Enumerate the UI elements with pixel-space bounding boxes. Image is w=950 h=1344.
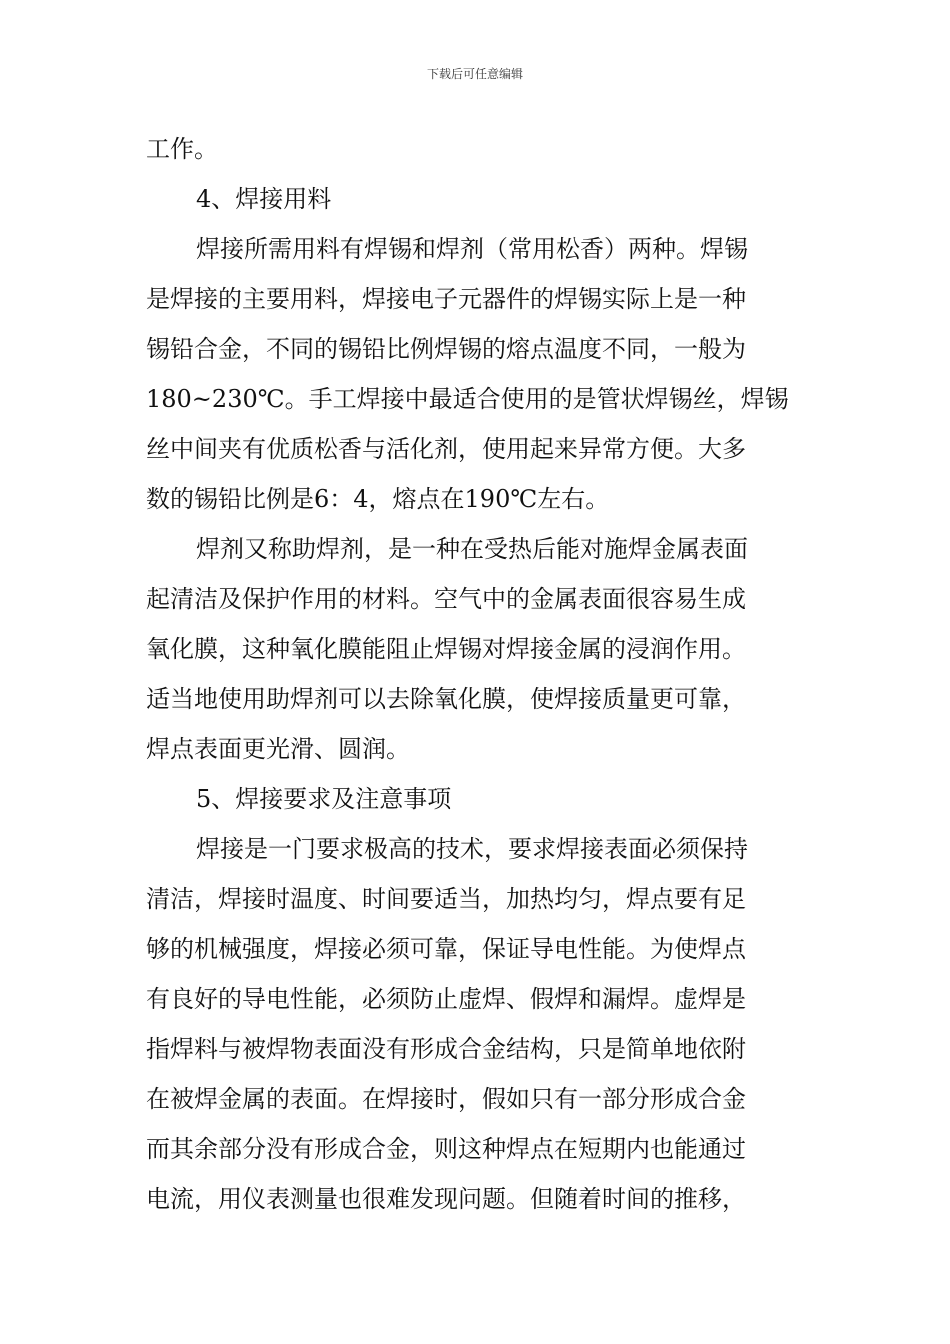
- text-line: 电流，用仪表测量也很难发现问题。但随着时间的推移，: [146, 1185, 746, 1213]
- text-line: 指焊料与被焊物表面没有形成合金结构，只是简单地依附: [146, 1035, 746, 1063]
- text-line: 氧化膜，这种氧化膜能阻止焊锡对焊接金属的浸润作用。: [146, 635, 746, 663]
- text-line: 有良好的导电性能，必须防止虚焊、假焊和漏焊。虚焊是: [146, 985, 746, 1013]
- text-line: 而其余部分没有形成合金，则这种焊点在短期内也能通过: [146, 1135, 746, 1163]
- text-line: 180~230℃。手工焊接中最适合使用的是管状焊锡丝，焊锡: [146, 385, 789, 413]
- text-line: 起清洁及保护作用的材料。空气中的金属表面很容易生成: [146, 585, 746, 613]
- text-line: 工作。: [146, 135, 218, 163]
- section-heading-4: 4、焊接用料: [196, 185, 332, 213]
- text-line: 焊剂又称助焊剂，是一种在受热后能对施焊金属表面: [196, 535, 748, 563]
- text-line: 丝中间夹有优质松香与活化剂，使用起来异常方便。大多: [146, 435, 746, 463]
- text-line: 焊接所需用料有焊锡和焊剂（常用松香）两种。焊锡: [196, 235, 748, 263]
- page-header: 下载后可任意编辑: [426, 67, 523, 81]
- text-line: 是焊接的主要用料，焊接电子元器件的焊锡实际上是一种: [146, 285, 746, 313]
- text-line: 清洁，焊接时温度、时间要适当，加热均匀，焊点要有足: [146, 885, 746, 913]
- section-heading-5: 5、焊接要求及注意事项: [196, 785, 452, 813]
- text-line: 够的机械强度，焊接必须可靠，保证导电性能。为使焊点: [146, 935, 746, 963]
- text-line: 焊点表面更光滑、圆润。: [146, 735, 410, 763]
- text-line: 适当地使用助焊剂可以去除氧化膜，使焊接质量更可靠，: [146, 685, 746, 713]
- text-line: 在被焊金属的表面。在焊接时，假如只有一部分形成合金: [146, 1085, 746, 1113]
- text-line: 焊接是一门要求极高的技术，要求焊接表面必须保持: [196, 835, 748, 863]
- text-line: 锡铅合金，不同的锡铅比例焊锡的熔点温度不同，一般为: [146, 335, 746, 363]
- text-line: 数的锡铅比例是6：4，熔点在190℃左右。: [146, 485, 610, 513]
